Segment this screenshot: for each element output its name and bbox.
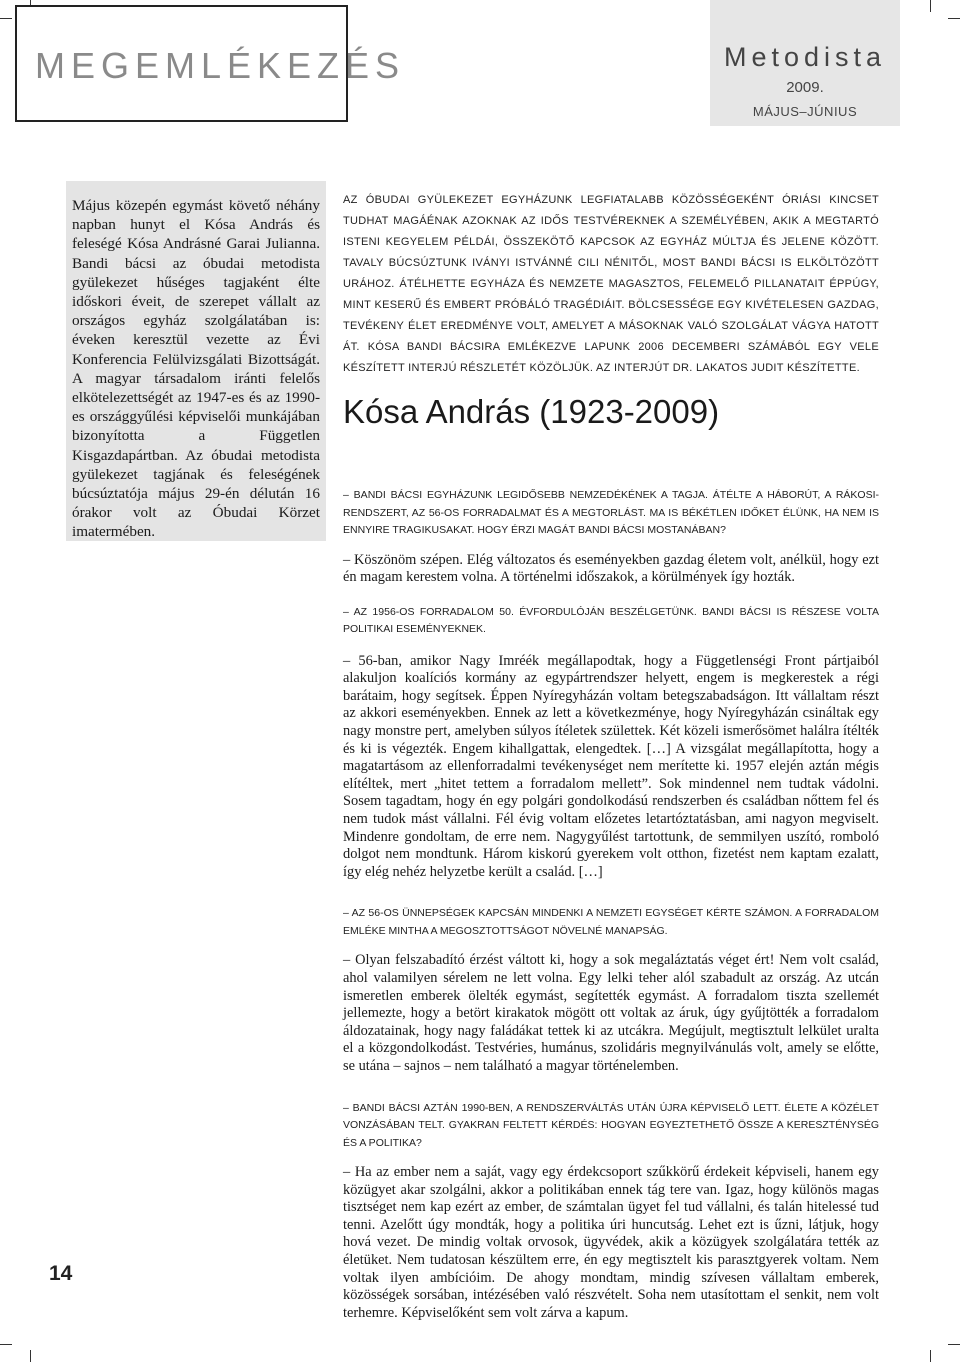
magazine-masthead: [710, 0, 900, 126]
interview-item: [343, 604, 879, 882]
interview-answer: – Köszönöm szépen. Elég változatos és eseményekben gazdag életem volt, anélkül, hogy ezt én magam kerestem volna. A történelmi időszakok, a körülmények így hozták.: [343, 551, 879, 586]
issue-months: MÁJUS–JÚNIUS: [752, 104, 858, 119]
section-title: MEGEMLÉKEZÉS: [35, 45, 406, 86]
crop-mark: [930, 0, 931, 12]
interview-question: – AZ 1956-OS FORRADALOM 50. ÉVFORDULÓJÁN BESZÉLGETÜNK. BANDI BÁCSI IS RÉSZESE VOLTA POLITIKAI ESEMÉNYEKNEK.: [343, 605, 879, 636]
obituary-note-text: Május közepén egymást követő néhány napban hunyt el Kósa András és feleségé Kósa Andrásné Garai Julianna. Bandi bácsi az óbudai metodista gyülekezet hűséges tagjaként élte időskori éveit, de szerepet vállalt az országos egyház szolgálatában is: éveken keresztül vezette az Évi Konferencia Felülvizsgálati Bizottságát. A magyar társadalom iránti felelős elkötelezettségét az 1947-es és az 1990-es országgyűlési képviselői munkájában bizonyította a Független Kisgazdapártban. Az óbudai metodista gyülekezet tagjának és feleségének búcsúztatója május 29-én délután 16 órakor volt az Óbudai Körzet imatermében.: [72, 197, 320, 541]
interview-question: – BANDI BÁCSI EGYHÁZUNK LEGIDŐSEBB NEMZEDÉKÉNEK A TAGJA. ÁTÉLTE A HÁBORÚT, A RÁKOSI-RENDSZERT, AZ 56-OS FORRADALMAT ÉS A MEGTORLÁST. MA IS BÉKÉTLEN IDŐKET ÉLÜNK, HA NEM IS ENNYIRE TRAGIKUSAKAT. HOGY ÉRZI MAGÁT BANDI BÁCSI MOSTANÁBAN?: [343, 489, 879, 536]
obituary-note-box: [66, 181, 326, 541]
crop-mark: [30, 1350, 31, 1362]
article-body: [343, 190, 879, 1322]
interview-answer: – Ha az ember nem a saját, vagy egy érdekcsoport szűkkörű érdekeit képviseli, hanem egy közügyet akar szolgálni, akkor a politikában ennek tág tere van. Igaz, hogy különös magas tisztséget nem kap ezért az ember, de számtalan ügyet fel tud vállalni, és talán hitelessé tud tenni. Azelőtt úgy mondták, hogy a politika úri huncutság. Lehet ezt is űzni, látjuk, hogy hová vezet. De mindig voltak orvosok, ügyvédek, akik a közügyek szolgálatára tették az életüket. Nem tudatosan készültem erre, én egy megtisztelt kis parasztgyerek voltam. Nem voltak ilyen ambícióim. De ahogy mondtam, mindig szívesen vállaltam emberek, közösségek sorsában, intézésében való részvételt. Soha nem utasítottam el senkit, nem volt terhemre. Képviselőként sem volt zárva a kapum.: [343, 1164, 879, 1321]
section-title-box: [15, 5, 406, 122]
article-intro: AZ ÓBUDAI GYÜLEKEZET EGYHÁZUNK LEGFIATALABB KÖZÖSSÉGEKÉNT ÓRIÁSI KINCSET TUDHAT MAGÁÉNAK AZOKNAK AZ IDŐS TESTVÉREKNEK A SZEMÉLYÉBEN, AKIK A MEGTARTÓ ISTENI KEGYELEM PÉLDÁI, ÖSSZEKÖTŐ KAPCSOK AZ EGYHÁZ MÚLTJA ÉS JELENE KÖZÖTT. TAVALY BÚCSÚZTUNK IVÁNYI ISTVÁNNÉ CILI NÉNITŐL, MOST BANDI BÁCSI IS ELKÖLTÖZÖTT URÁHOZ. ÁTÉLHETTE EGYHÁZA ÉS NEMZETE MAGASZTOS, FELEMELŐ PILLANATAIT ÉPPÚGY, MINT KESERŰ ÉS EMBERT PRÓBÁLÓ TRAGÉDIÁIT. BÖLCSESSÉGE EGY KIVÉTELESEN GAZDAG, TEVÉKENY ÉLET EREDMÉNYE VOLT, AMELYET A MÁSOKNAK VALÓ SZOLGÁLAT VÁGYA HATOTT ÁT. KÓSA BANDI BÁCSIRA EMLÉKEZVE LAPUNK 2006 DECEMBERI SZÁMÁBÓL EGY VELE KÉSZÍTETT INTERJÚ RÉSZLETÉT KÖZÖLJÜK. AZ INTERJÚT DR. LAKATOS JUDIT KÉSZÍTETTE.: [343, 194, 879, 374]
interview-question: – BANDI BÁCSI AZTÁN 1990-BEN, A RENDSZERVÁLTÁS UTÁN ÚJRA KÉPVISELŐ LETT. ÉLETE A KÖZÉLET VONZÁSÁBAN TELT. GYAKRAN FELTETT KÉRDÉS: HOGYAN EGYEZTETHETŐ ÖSSZE A KERESZTÉNYSÉG ÉS A POLITIKA?: [343, 1101, 879, 1149]
interview-item: [343, 905, 879, 1075]
magazine-name: Metodista: [723, 42, 887, 72]
issue-year: 2009.: [786, 79, 824, 96]
crop-mark: [948, 1344, 960, 1345]
crop-mark: [0, 18, 12, 19]
crop-mark: [948, 18, 960, 19]
interview-answer: – Olyan felszabadító érzést váltott ki, hogy a sok megaláztatás véget ért! Nem volt család, ahol valamilyen sérelem ne lett volna. Egy lelki teher alól szabadult az ország. Az utcán ismeretlen emberek ölelték egymást, segítették egymást. A forradalom tiszta szellemét jellemezte, hogy a betört kirakatok mögött ott voltak az áruk, úgy gyűjtötték a forradalom áldozatainak, hogy nagy faládákat tettek ki az utcákra. Megújult, megtisztult lelkület uralta el a közgondolkodást. Testvéries, humánus, szolidáris megnyilvánulás volt, amely se előtte, se utána – sajnos – nem található a magyar történelemben.: [343, 952, 879, 1074]
crop-mark: [0, 1344, 12, 1345]
crop-mark: [930, 1350, 931, 1362]
interview-item: [343, 487, 879, 587]
interview-question: – AZ 56-OS ÜNNEPSÉGEK KAPCSÁN MINDENKI A NEMZETI EGYSÉGET KÉRTE SZÁMON. A FORRADALOM EMLÉKE MINTHA A MEGOSZTOTTSÁGOT NÖVELNÉ MANAPSÁG.: [343, 907, 879, 937]
interview-item: [343, 1100, 879, 1323]
interview-answer: – 56-ban, amikor Nagy Imréék megállapodtak, hogy a Függetlenségi Front pártjaiból alakuljon koalíciós kormány az egypártrendszer helyett, engem is megkerestek a régi barátaim, hogy segítsek. Éppen Nyíregyházán voltam betegszabadságon. Itt vállaltam részt az akkori eseményekben. Ennek az lett a következménye, hogy Nyíregyházán csináltak egy nagy monstre pert, amelyben súlyos ítéletek születtek. Két közeli ismerősömet halálra ítélték és ki is végezték. Engem kihallgattak, elengedtek. […] A vizsgálat megállapította, hogy a magatartásom az ellenforradalmi tevékenységet nem merítette ki. 1957 elején aztán mégis elítéltek, mert „hitet tettem a forradalom mellett”. Sok mindennel nem tudtak vádolni. Sosem tagadtam, hogy én egy polgári gondolkodású rendszerben és családban nőttem fel és nem tudok mást vállalni. Fél évig voltam előzetes letartóztatásban, ami nagyon megviselt. Mindenre gondoltam, de erre nem. Nagygyűlést tartottunk, de semmilyen uszító, romboló dolgot nem mondtunk. Három kiskorú gyerekem volt otthon, fizetést nem kaptam ezalatt, így elég nehéz helyzetbe került a család. […]: [343, 652, 879, 880]
article-headline: Kósa András (1923-2009): [343, 393, 720, 430]
page-number: 14: [49, 1262, 73, 1285]
